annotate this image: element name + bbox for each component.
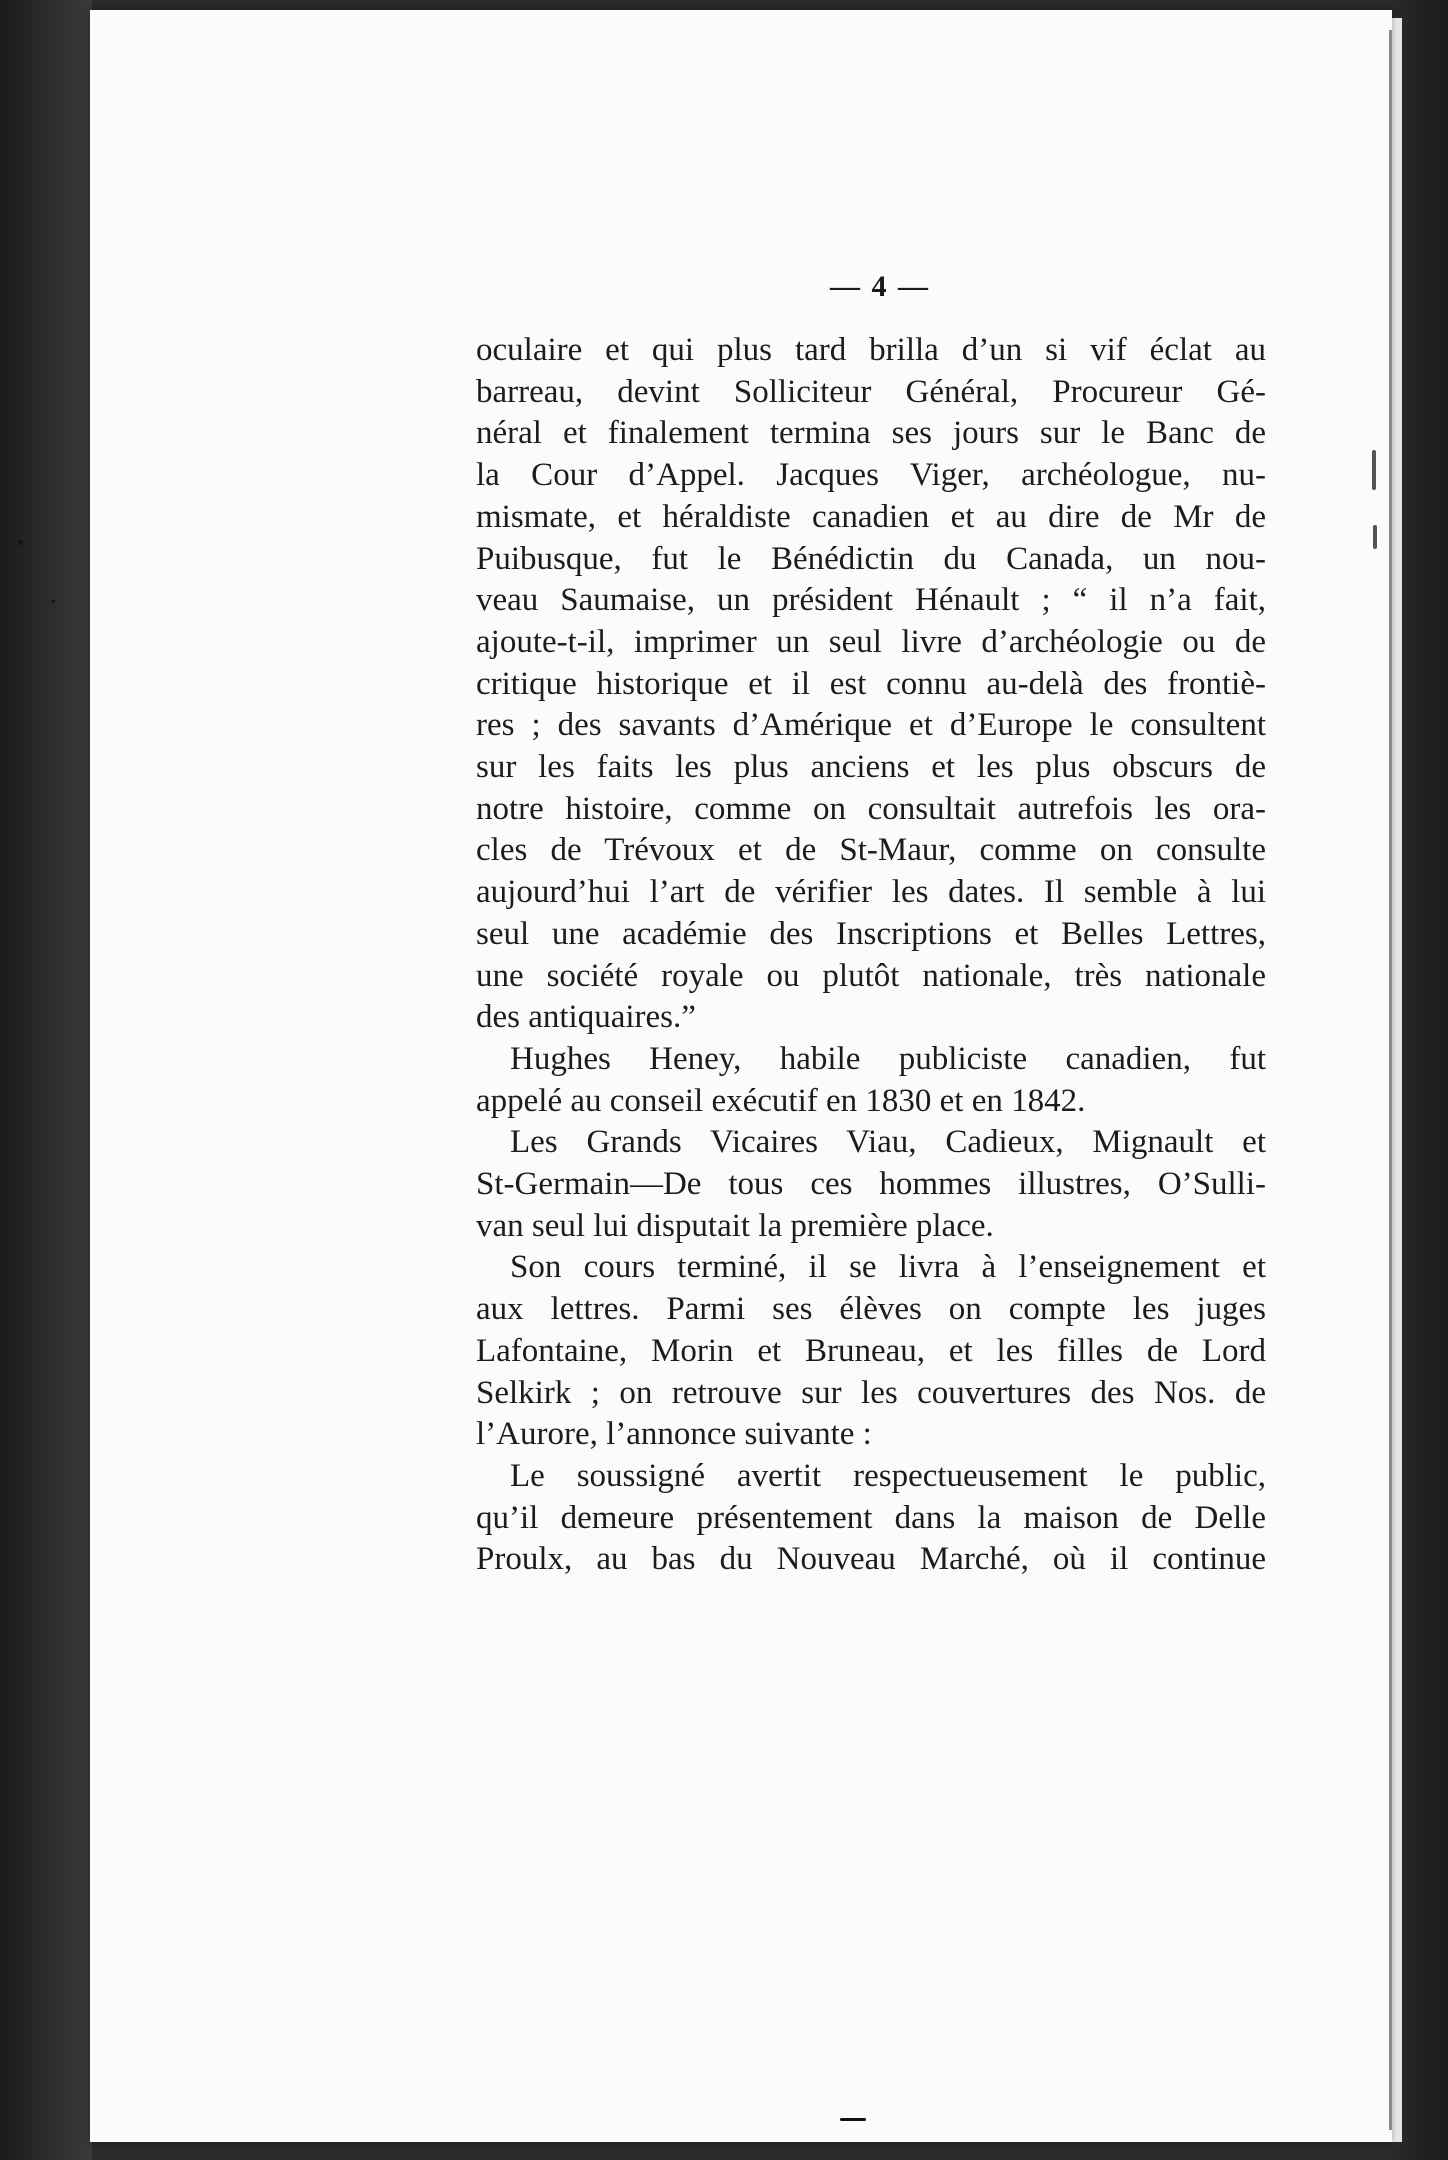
text-line: Selkirk ; on retrouve sur les couvertures des Nos. de [476, 1374, 1266, 1411]
text-line: une société royale ou plutôt nationale, très nationale [476, 957, 1266, 994]
text-line: aux lettres. Parmi ses élèves on compte les juges [476, 1291, 1266, 1328]
text-line: Hughes Heney, habile publiciste canadien, fut [510, 1040, 1266, 1077]
scan-speck [1372, 450, 1376, 490]
text-line: veau Saumaise, un président Hénault ; “ il n’a fait, [476, 582, 1266, 619]
text-line: ajoute-t-il, imprimer un seul livre d’archéologie ou de [476, 623, 1266, 660]
text-line: barreau, devint Solliciteur Général, Procureur Gé- [476, 373, 1266, 410]
text-line: Les Grands Vicaires Viau, Cadieux, Mignault et [510, 1124, 1266, 1161]
body-text [476, 330, 1266, 1581]
text-line: l’Aurore, l’annonce suivante : [476, 1416, 872, 1453]
text-line: Son cours terminé, il se livra à l’enseignement et [510, 1249, 1266, 1286]
scan-speck [840, 2118, 866, 2121]
text-line: Le soussigné avertit respectueusement le public, [510, 1457, 1266, 1494]
page-number: — 4 — [830, 270, 930, 303]
text-line: van seul lui disputait la première place. [476, 1207, 994, 1244]
scan-speck [52, 600, 55, 603]
text-line: des antiquaires.” [476, 999, 696, 1036]
text-line: néral et finalement termina ses jours sur le Banc de [476, 415, 1266, 452]
text-line: appelé au conseil exécutif en 1830 et en 1842. [476, 1082, 1086, 1119]
text-line: aujourd’hui l’art de vérifier les dates. Il semble à lui [476, 874, 1266, 911]
text-line: qu’il demeure présentement dans la maison de Delle [476, 1499, 1266, 1536]
text-line: la Cour d’Appel. Jacques Viger, archéologue, nu- [476, 457, 1266, 494]
text-line: cles de Trévoux et de St-Maur, comme on consulte [476, 832, 1266, 869]
text-line: sur les faits les plus anciens et les plus obscurs de [476, 749, 1266, 786]
text-line: critique historique et il est connu au-delà des frontiè- [476, 665, 1266, 702]
text-line: St-Germain—De tous ces hommes illustres, O’Sulli- [476, 1166, 1266, 1203]
text-line: mismate, et héraldiste canadien et au dire de Mr de [476, 498, 1266, 535]
scan-background-left [0, 0, 92, 2160]
text-line: Lafontaine, Morin et Bruneau, et les filles de Lord [476, 1332, 1266, 1369]
text-line: res ; des savants d’Amérique et d’Europe le consultent [476, 707, 1266, 744]
text-line: Proulx, au bas du Nouveau Marché, où il continue [476, 1541, 1266, 1578]
text-line: notre histoire, comme on consultait autrefois les ora- [476, 790, 1266, 827]
text-line: Puibusque, fut le Bénédictin du Canada, un nou- [476, 540, 1266, 577]
scan-speck [18, 540, 23, 545]
text-line: seul une académie des Inscriptions et Belles Lettres, [476, 915, 1266, 952]
text-line: oculaire et qui plus tard brilla d’un si vif éclat au [476, 332, 1266, 368]
page-gutter-line [1389, 30, 1392, 2130]
scan-speck [1373, 525, 1377, 549]
